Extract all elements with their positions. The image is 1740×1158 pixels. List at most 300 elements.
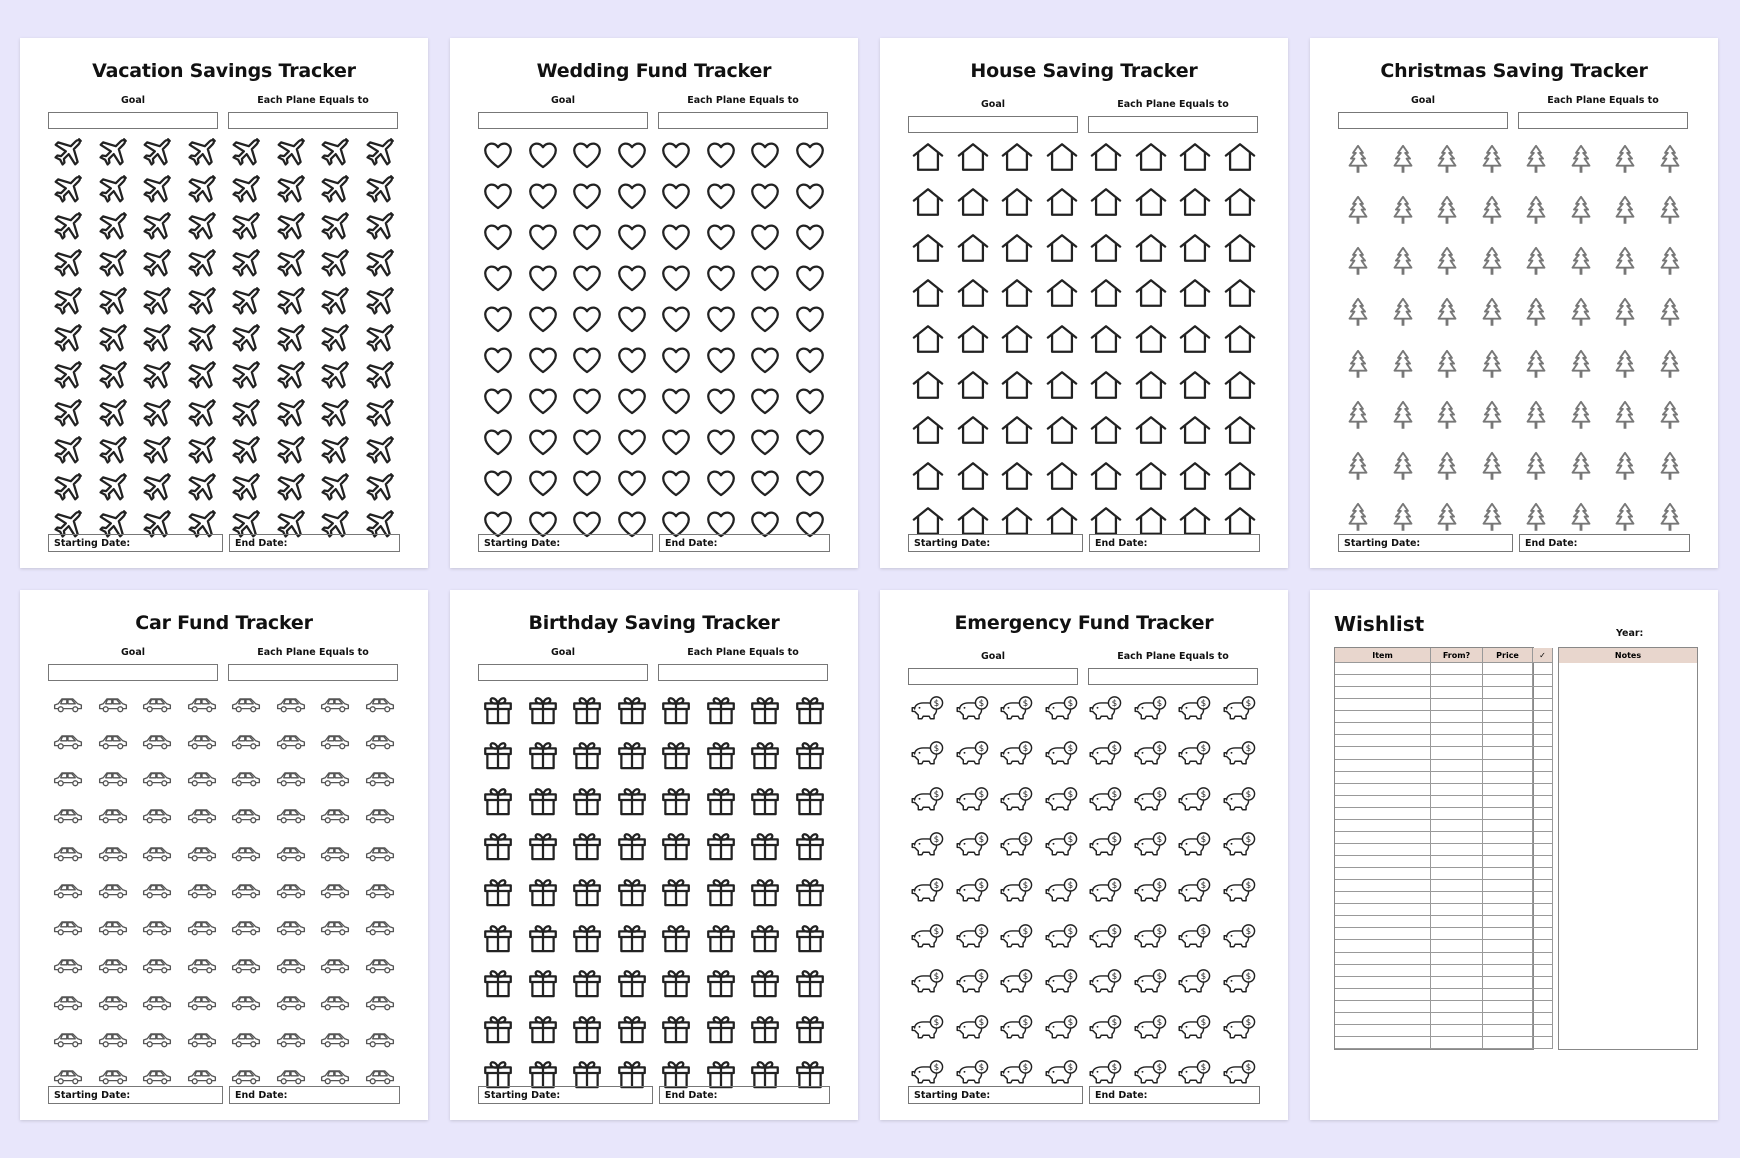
gift-icon[interactable] — [743, 959, 788, 1005]
heart-icon[interactable] — [699, 216, 744, 257]
table-cell[interactable] — [1483, 796, 1533, 808]
house-icon[interactable] — [951, 225, 996, 271]
car-icon[interactable] — [313, 798, 358, 835]
gift-icon[interactable] — [565, 868, 610, 914]
plane-icon[interactable] — [91, 358, 136, 395]
car-icon[interactable] — [313, 910, 358, 947]
check-cell[interactable] — [1533, 796, 1553, 808]
each-field[interactable] — [228, 664, 398, 681]
check-cell[interactable] — [1533, 1025, 1553, 1037]
piggy-bank-icon[interactable] — [1129, 868, 1174, 914]
plane-icon[interactable] — [313, 358, 358, 395]
house-icon[interactable] — [906, 407, 951, 453]
plane-icon[interactable] — [269, 283, 314, 320]
tree-icon[interactable] — [1559, 339, 1604, 390]
heart-icon[interactable] — [476, 421, 521, 462]
heart-icon[interactable] — [610, 216, 655, 257]
piggy-bank-icon[interactable] — [1218, 777, 1263, 823]
table-cell[interactable] — [1431, 953, 1483, 965]
car-icon[interactable] — [46, 798, 91, 835]
heart-icon[interactable] — [565, 339, 610, 380]
piggy-bank-icon[interactable] — [1173, 1005, 1218, 1051]
heart-icon[interactable] — [743, 380, 788, 421]
tree-icon[interactable] — [1425, 390, 1470, 441]
heart-icon[interactable] — [476, 462, 521, 503]
goal-field[interactable] — [48, 112, 218, 129]
piggy-bank-icon[interactable] — [906, 868, 951, 914]
piggy-bank-icon[interactable] — [1173, 686, 1218, 732]
tree-icon[interactable] — [1559, 134, 1604, 185]
piggy-bank-icon[interactable] — [906, 686, 951, 732]
plane-icon[interactable] — [358, 246, 403, 283]
gift-icon[interactable] — [565, 732, 610, 778]
check-cell[interactable] — [1533, 928, 1553, 940]
piggy-bank-icon[interactable] — [906, 777, 951, 823]
car-icon[interactable] — [224, 910, 269, 947]
heart-icon[interactable] — [610, 339, 655, 380]
heart-icon[interactable] — [654, 175, 699, 216]
plane-icon[interactable] — [313, 209, 358, 246]
car-icon[interactable] — [135, 910, 180, 947]
plane-icon[interactable] — [180, 432, 225, 469]
car-icon[interactable] — [91, 872, 136, 909]
plane-icon[interactable] — [180, 171, 225, 208]
piggy-bank-icon[interactable] — [1218, 823, 1263, 869]
heart-icon[interactable] — [610, 175, 655, 216]
tree-icon[interactable] — [1514, 134, 1559, 185]
car-icon[interactable] — [46, 686, 91, 723]
piggy-bank-icon[interactable] — [995, 732, 1040, 778]
gift-icon[interactable] — [521, 914, 566, 960]
check-cell[interactable] — [1533, 989, 1553, 1001]
plane-icon[interactable] — [180, 395, 225, 432]
car-icon[interactable] — [313, 761, 358, 798]
house-icon[interactable] — [1040, 362, 1085, 408]
tree-icon[interactable] — [1425, 288, 1470, 339]
check-cell[interactable] — [1533, 940, 1553, 952]
piggy-bank-icon[interactable] — [951, 777, 996, 823]
plane-icon[interactable] — [46, 358, 91, 395]
car-icon[interactable] — [46, 723, 91, 760]
piggy-bank-icon[interactable] — [1084, 868, 1129, 914]
heart-icon[interactable] — [565, 257, 610, 298]
car-icon[interactable] — [269, 761, 314, 798]
plane-icon[interactable] — [135, 171, 180, 208]
table-cell[interactable] — [1335, 844, 1431, 856]
heart-icon[interactable] — [654, 380, 699, 421]
house-icon[interactable] — [1173, 225, 1218, 271]
tree-icon[interactable] — [1648, 442, 1693, 493]
table-cell[interactable] — [1483, 844, 1533, 856]
plane-icon[interactable] — [46, 283, 91, 320]
car-icon[interactable] — [358, 835, 403, 872]
plane-icon[interactable] — [358, 358, 403, 395]
piggy-bank-icon[interactable] — [1173, 914, 1218, 960]
plane-icon[interactable] — [313, 320, 358, 357]
car-icon[interactable] — [91, 723, 136, 760]
table-cell[interactable] — [1335, 880, 1431, 892]
house-icon[interactable] — [1218, 225, 1263, 271]
plane-icon[interactable] — [135, 246, 180, 283]
starting-date-field[interactable]: Starting Date: — [1338, 534, 1513, 552]
car-icon[interactable] — [358, 984, 403, 1021]
heart-icon[interactable] — [788, 175, 833, 216]
plane-icon[interactable] — [180, 469, 225, 506]
piggy-bank-icon[interactable] — [1040, 1005, 1085, 1051]
table-cell[interactable] — [1431, 892, 1483, 904]
car-icon[interactable] — [180, 872, 225, 909]
table-cell[interactable] — [1335, 868, 1431, 880]
piggy-bank-icon[interactable] — [1040, 868, 1085, 914]
car-icon[interactable] — [269, 872, 314, 909]
car-icon[interactable] — [269, 835, 314, 872]
house-icon[interactable] — [1173, 316, 1218, 362]
gift-icon[interactable] — [565, 686, 610, 732]
heart-icon[interactable] — [654, 339, 699, 380]
table-cell[interactable] — [1483, 663, 1533, 675]
heart-icon[interactable] — [565, 298, 610, 339]
piggy-bank-icon[interactable] — [995, 823, 1040, 869]
plane-icon[interactable] — [135, 358, 180, 395]
car-icon[interactable] — [180, 947, 225, 984]
house-icon[interactable] — [951, 180, 996, 226]
plane-icon[interactable] — [46, 320, 91, 357]
heart-icon[interactable] — [654, 298, 699, 339]
car-icon[interactable] — [91, 984, 136, 1021]
car-icon[interactable] — [224, 835, 269, 872]
table-cell[interactable] — [1431, 808, 1483, 820]
gift-icon[interactable] — [476, 959, 521, 1005]
piggy-bank-icon[interactable] — [1084, 1005, 1129, 1051]
car-icon[interactable] — [224, 872, 269, 909]
plane-icon[interactable] — [224, 171, 269, 208]
check-cell[interactable] — [1533, 820, 1553, 832]
table-cell[interactable] — [1335, 735, 1431, 747]
tree-icon[interactable] — [1648, 390, 1693, 441]
piggy-bank-icon[interactable] — [1040, 914, 1085, 960]
heart-icon[interactable] — [788, 339, 833, 380]
tree-icon[interactable] — [1425, 442, 1470, 493]
heart-icon[interactable] — [476, 134, 521, 175]
table-cell[interactable] — [1483, 675, 1533, 687]
car-icon[interactable] — [46, 947, 91, 984]
piggy-bank-icon[interactable] — [951, 732, 996, 778]
car-icon[interactable] — [224, 686, 269, 723]
table-cell[interactable] — [1431, 1025, 1483, 1037]
plane-icon[interactable] — [224, 469, 269, 506]
gift-icon[interactable] — [654, 868, 699, 914]
table-cell[interactable] — [1335, 723, 1431, 735]
plane-icon[interactable] — [358, 283, 403, 320]
gift-icon[interactable] — [788, 823, 833, 869]
plane-icon[interactable] — [180, 246, 225, 283]
tree-icon[interactable] — [1514, 339, 1559, 390]
table-cell[interactable] — [1431, 977, 1483, 989]
house-icon[interactable] — [995, 225, 1040, 271]
gift-icon[interactable] — [476, 732, 521, 778]
plane-icon[interactable] — [224, 209, 269, 246]
piggy-bank-icon[interactable] — [995, 959, 1040, 1005]
check-cell[interactable] — [1533, 699, 1553, 711]
tree-icon[interactable] — [1648, 288, 1693, 339]
heart-icon[interactable] — [565, 175, 610, 216]
house-icon[interactable] — [995, 316, 1040, 362]
house-icon[interactable] — [906, 180, 951, 226]
car-icon[interactable] — [91, 761, 136, 798]
table-cell[interactable] — [1483, 1013, 1533, 1025]
piggy-bank-icon[interactable] — [995, 914, 1040, 960]
car-icon[interactable] — [135, 761, 180, 798]
plane-icon[interactable] — [313, 283, 358, 320]
gift-icon[interactable] — [521, 686, 566, 732]
plane-icon[interactable] — [91, 320, 136, 357]
car-icon[interactable] — [180, 835, 225, 872]
table-cell[interactable] — [1431, 868, 1483, 880]
plane-icon[interactable] — [224, 134, 269, 171]
house-icon[interactable] — [951, 134, 996, 180]
car-icon[interactable] — [91, 947, 136, 984]
tree-icon[interactable] — [1648, 185, 1693, 236]
plane-icon[interactable] — [91, 395, 136, 432]
plane-icon[interactable] — [46, 395, 91, 432]
house-icon[interactable] — [1218, 407, 1263, 453]
tree-icon[interactable] — [1425, 134, 1470, 185]
table-cell[interactable] — [1335, 856, 1431, 868]
car-icon[interactable] — [269, 984, 314, 1021]
plane-icon[interactable] — [269, 395, 314, 432]
tree-icon[interactable] — [1470, 339, 1515, 390]
piggy-bank-icon[interactable] — [1084, 777, 1129, 823]
table-cell[interactable] — [1483, 904, 1533, 916]
plane-icon[interactable] — [269, 246, 314, 283]
gift-icon[interactable] — [788, 914, 833, 960]
piggy-bank-icon[interactable] — [1040, 686, 1085, 732]
gift-icon[interactable] — [654, 732, 699, 778]
gift-icon[interactable] — [521, 1005, 566, 1051]
tree-icon[interactable] — [1470, 134, 1515, 185]
tree-icon[interactable] — [1648, 134, 1693, 185]
table-cell[interactable] — [1483, 820, 1533, 832]
heart-icon[interactable] — [788, 421, 833, 462]
table-cell[interactable] — [1431, 760, 1483, 772]
gift-icon[interactable] — [699, 823, 744, 869]
tree-icon[interactable] — [1603, 237, 1648, 288]
table-cell[interactable] — [1335, 1001, 1431, 1013]
check-cell[interactable] — [1533, 772, 1553, 784]
table-cell[interactable] — [1483, 772, 1533, 784]
house-icon[interactable] — [995, 362, 1040, 408]
car-icon[interactable] — [180, 1021, 225, 1058]
table-cell[interactable] — [1483, 856, 1533, 868]
plane-icon[interactable] — [180, 320, 225, 357]
starting-date-field[interactable]: Starting Date: — [478, 1086, 653, 1104]
house-icon[interactable] — [906, 316, 951, 362]
heart-icon[interactable] — [788, 257, 833, 298]
plane-icon[interactable] — [91, 283, 136, 320]
table-cell[interactable] — [1431, 1037, 1483, 1049]
plane-icon[interactable] — [91, 209, 136, 246]
tree-icon[interactable] — [1381, 442, 1426, 493]
table-cell[interactable] — [1335, 1037, 1431, 1049]
car-icon[interactable] — [135, 1021, 180, 1058]
car-icon[interactable] — [224, 984, 269, 1021]
car-icon[interactable] — [269, 947, 314, 984]
table-cell[interactable] — [1483, 880, 1533, 892]
gift-icon[interactable] — [610, 823, 655, 869]
table-cell[interactable] — [1335, 663, 1431, 675]
check-cell[interactable] — [1533, 711, 1553, 723]
table-cell[interactable] — [1431, 772, 1483, 784]
heart-icon[interactable] — [788, 134, 833, 175]
heart-icon[interactable] — [743, 339, 788, 380]
table-cell[interactable] — [1431, 1013, 1483, 1025]
gift-icon[interactable] — [476, 1005, 521, 1051]
piggy-bank-icon[interactable] — [1218, 914, 1263, 960]
tree-icon[interactable] — [1603, 185, 1648, 236]
car-icon[interactable] — [46, 761, 91, 798]
heart-icon[interactable] — [699, 257, 744, 298]
gift-icon[interactable] — [476, 868, 521, 914]
table-cell[interactable] — [1483, 868, 1533, 880]
piggy-bank-icon[interactable] — [1173, 732, 1218, 778]
check-cell[interactable] — [1533, 953, 1553, 965]
piggy-bank-icon[interactable] — [1129, 823, 1174, 869]
gift-icon[interactable] — [610, 1005, 655, 1051]
piggy-bank-icon[interactable] — [1040, 959, 1085, 1005]
house-icon[interactable] — [1129, 362, 1174, 408]
check-cell[interactable] — [1533, 844, 1553, 856]
tree-icon[interactable] — [1336, 288, 1381, 339]
plane-icon[interactable] — [224, 283, 269, 320]
car-icon[interactable] — [358, 947, 403, 984]
plane-icon[interactable] — [180, 134, 225, 171]
check-cell[interactable] — [1533, 808, 1553, 820]
plane-icon[interactable] — [91, 469, 136, 506]
tree-icon[interactable] — [1470, 237, 1515, 288]
gift-icon[interactable] — [699, 686, 744, 732]
car-icon[interactable] — [135, 723, 180, 760]
table-cell[interactable] — [1431, 699, 1483, 711]
plane-icon[interactable] — [91, 171, 136, 208]
table-cell[interactable] — [1431, 723, 1483, 735]
gift-icon[interactable] — [521, 777, 566, 823]
plane-icon[interactable] — [46, 246, 91, 283]
gift-icon[interactable] — [743, 868, 788, 914]
tree-icon[interactable] — [1559, 288, 1604, 339]
plane-icon[interactable] — [224, 432, 269, 469]
gift-icon[interactable] — [788, 1005, 833, 1051]
end-date-field[interactable]: End Date: — [229, 534, 400, 552]
table-cell[interactable] — [1431, 675, 1483, 687]
gift-icon[interactable] — [565, 959, 610, 1005]
end-date-field[interactable]: End Date: — [1519, 534, 1690, 552]
tree-icon[interactable] — [1381, 390, 1426, 441]
heart-icon[interactable] — [699, 380, 744, 421]
piggy-bank-icon[interactable] — [995, 777, 1040, 823]
gift-icon[interactable] — [699, 1005, 744, 1051]
heart-icon[interactable] — [521, 175, 566, 216]
table-cell[interactable] — [1483, 723, 1533, 735]
house-icon[interactable] — [1040, 134, 1085, 180]
plane-icon[interactable] — [46, 432, 91, 469]
heart-icon[interactable] — [565, 134, 610, 175]
plane-icon[interactable] — [91, 246, 136, 283]
table-cell[interactable] — [1431, 844, 1483, 856]
gift-icon[interactable] — [699, 732, 744, 778]
heart-icon[interactable] — [610, 134, 655, 175]
house-icon[interactable] — [1129, 271, 1174, 317]
car-icon[interactable] — [180, 761, 225, 798]
heart-icon[interactable] — [654, 257, 699, 298]
tree-icon[interactable] — [1470, 288, 1515, 339]
car-icon[interactable] — [180, 984, 225, 1021]
plane-icon[interactable] — [91, 134, 136, 171]
tree-icon[interactable] — [1559, 442, 1604, 493]
car-icon[interactable] — [358, 723, 403, 760]
gift-icon[interactable] — [654, 1005, 699, 1051]
check-cell[interactable] — [1533, 1037, 1553, 1049]
table-cell[interactable] — [1483, 928, 1533, 940]
gift-icon[interactable] — [521, 732, 566, 778]
car-icon[interactable] — [91, 910, 136, 947]
gift-icon[interactable] — [699, 868, 744, 914]
table-cell[interactable] — [1431, 747, 1483, 759]
end-date-field[interactable]: End Date: — [659, 1086, 830, 1104]
plane-icon[interactable] — [358, 134, 403, 171]
table-cell[interactable] — [1335, 687, 1431, 699]
goal-field[interactable] — [908, 668, 1078, 685]
starting-date-field[interactable]: Starting Date: — [908, 1086, 1083, 1104]
tree-icon[interactable] — [1336, 339, 1381, 390]
check-cell[interactable] — [1533, 880, 1553, 892]
house-icon[interactable] — [1173, 134, 1218, 180]
table-cell[interactable] — [1335, 940, 1431, 952]
table-cell[interactable] — [1431, 989, 1483, 1001]
tree-icon[interactable] — [1514, 390, 1559, 441]
house-icon[interactable] — [1040, 453, 1085, 499]
plane-icon[interactable] — [135, 134, 180, 171]
tree-icon[interactable] — [1336, 134, 1381, 185]
car-icon[interactable] — [91, 835, 136, 872]
house-icon[interactable] — [1218, 362, 1263, 408]
car-icon[interactable] — [313, 723, 358, 760]
piggy-bank-icon[interactable] — [951, 868, 996, 914]
plane-icon[interactable] — [313, 469, 358, 506]
piggy-bank-icon[interactable] — [1173, 823, 1218, 869]
table-cell[interactable] — [1335, 699, 1431, 711]
check-cell[interactable] — [1533, 856, 1553, 868]
gift-icon[interactable] — [743, 732, 788, 778]
tree-icon[interactable] — [1336, 390, 1381, 441]
heart-icon[interactable] — [743, 257, 788, 298]
check-cell[interactable] — [1533, 904, 1553, 916]
heart-icon[interactable] — [476, 339, 521, 380]
gift-icon[interactable] — [565, 914, 610, 960]
tree-icon[interactable] — [1603, 134, 1648, 185]
table-cell[interactable] — [1483, 940, 1533, 952]
car-icon[interactable] — [180, 798, 225, 835]
gift-icon[interactable] — [521, 868, 566, 914]
gift-icon[interactable] — [654, 959, 699, 1005]
piggy-bank-icon[interactable] — [951, 686, 996, 732]
table-cell[interactable] — [1335, 904, 1431, 916]
house-icon[interactable] — [906, 271, 951, 317]
table-cell[interactable] — [1431, 820, 1483, 832]
check-cell[interactable] — [1533, 687, 1553, 699]
table-cell[interactable] — [1483, 784, 1533, 796]
plane-icon[interactable] — [313, 246, 358, 283]
table-cell[interactable] — [1483, 735, 1533, 747]
